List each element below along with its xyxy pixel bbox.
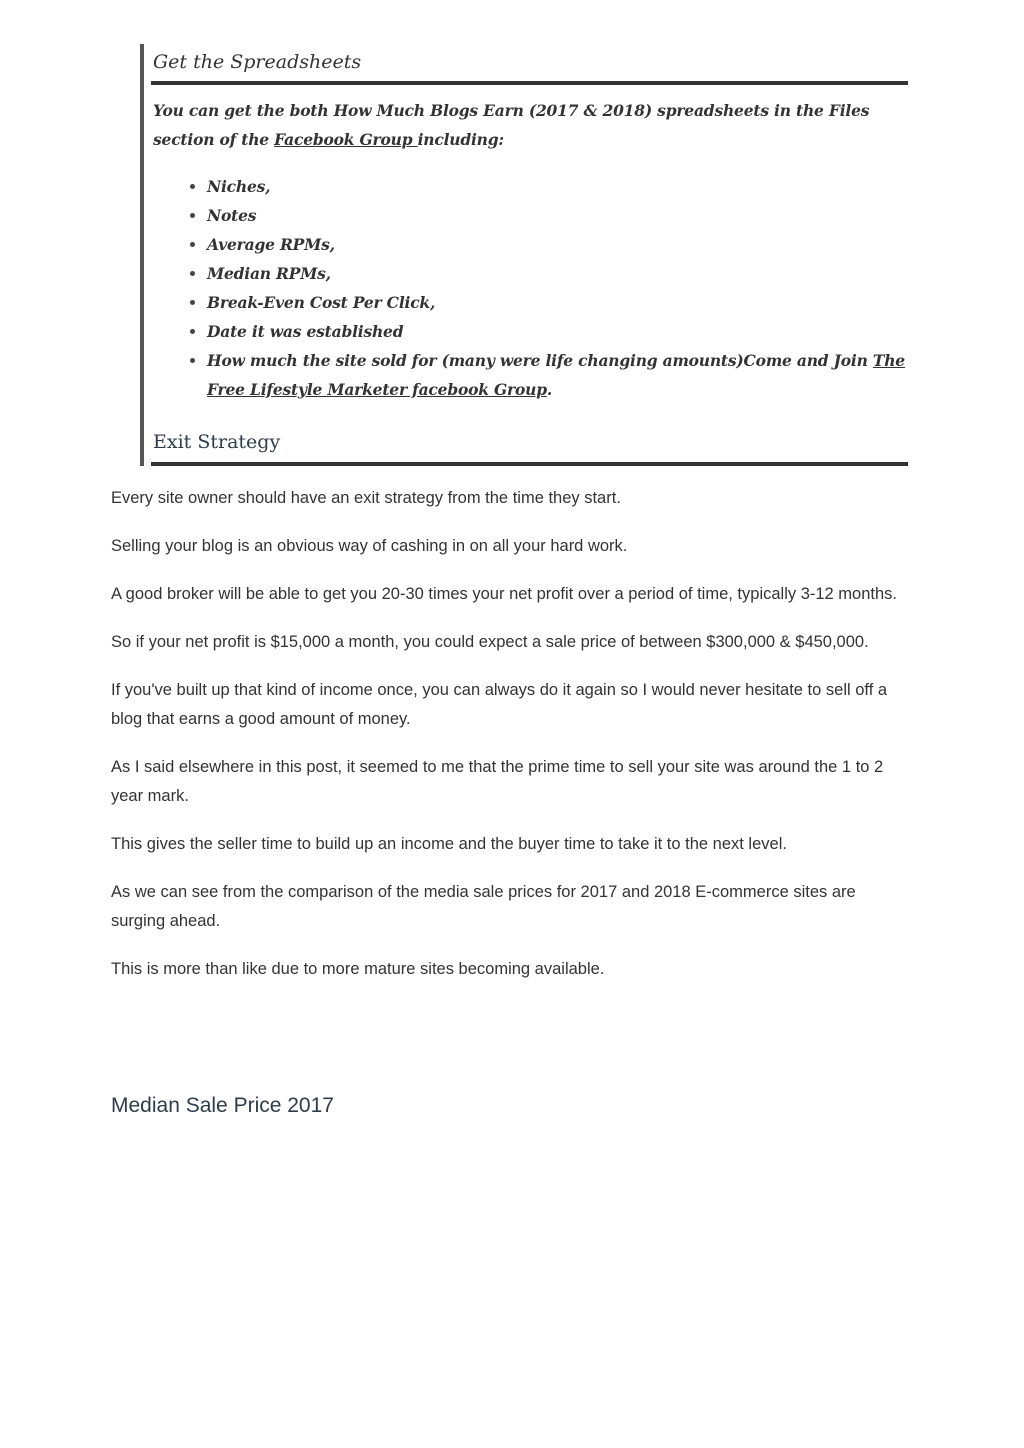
spreadsheets-heading: Get the Spreadsheets (153, 51, 362, 73)
list-item: Average RPMs, (207, 230, 942, 259)
free-lifestyle-marketer-group-link[interactable]: The Free Lifestyle Marketer facebook Group (207, 351, 905, 399)
spreadsheets-intro (153, 96, 898, 154)
list-item: Median RPMs, (207, 259, 942, 288)
list-item: How much the site sold for (many were life changing amounts)Come and Join The Free Lifestyle Marketer facebook Group. (207, 346, 942, 404)
facebook-group-link[interactable]: Facebook Group (274, 130, 418, 149)
paragraph: If you've built up that kind of income once, you can always do it again so I would never hesitate to sell off a blog that earns a good amount of money. (111, 681, 888, 728)
list-item: Niches, (207, 172, 942, 201)
list-item: Break-Even Cost Per Click, (207, 288, 942, 317)
heading-divider (151, 81, 908, 85)
paragraph: A good broker will be able to get you 20-30 times your net profit over a period of time, typically 3-12 months. (111, 585, 897, 603)
median-sale-price-heading: Median Sale Price 2017 (111, 1094, 334, 1117)
list-item: Notes (207, 201, 942, 230)
paragraph: As we can see from the comparison of the media sale prices for 2017 and 2018 E-commerce sites are surging ahead. (111, 883, 856, 930)
bullet-icon (190, 242, 195, 247)
bullet-icon (190, 358, 195, 363)
bullet-icon (190, 300, 195, 305)
exit-strategy-heading: Exit Strategy (153, 431, 281, 453)
bullet-icon (190, 271, 195, 276)
bullet-icon (190, 329, 195, 334)
paragraph: So if your net profit is $15,000 a month, you could expect a sale price of between $300,000 & $450,000. (111, 633, 869, 651)
paragraph: As I said elsewhere in this post, it seemed to me that the prime time to sell your site was around the 1 to 2 year mark. (111, 758, 884, 805)
spreadsheets-blockquote (140, 44, 904, 466)
intro-text: You can get the both How Much Blogs Earn (2017 & 2018) spreadsheets in the Files section of the (153, 101, 870, 149)
paragraph: This gives the seller time to build up an income and the buyer time to take it to the next level. (111, 835, 787, 853)
paragraph: Selling your blog is an obvious way of cashing in on all your hard work. (111, 537, 628, 555)
bullet-icon (190, 184, 195, 189)
paragraph: This is more than like due to more mature sites becoming available. (111, 960, 605, 978)
spreadsheet-contents-list (153, 172, 942, 404)
section-divider (151, 462, 908, 466)
paragraph: Every site owner should have an exit strategy from the time they start. (111, 489, 621, 507)
bullet-icon (190, 213, 195, 218)
exit-strategy-body (111, 484, 911, 1003)
intro-suffix: including: (417, 130, 504, 149)
list-item: Date it was established (207, 317, 942, 346)
